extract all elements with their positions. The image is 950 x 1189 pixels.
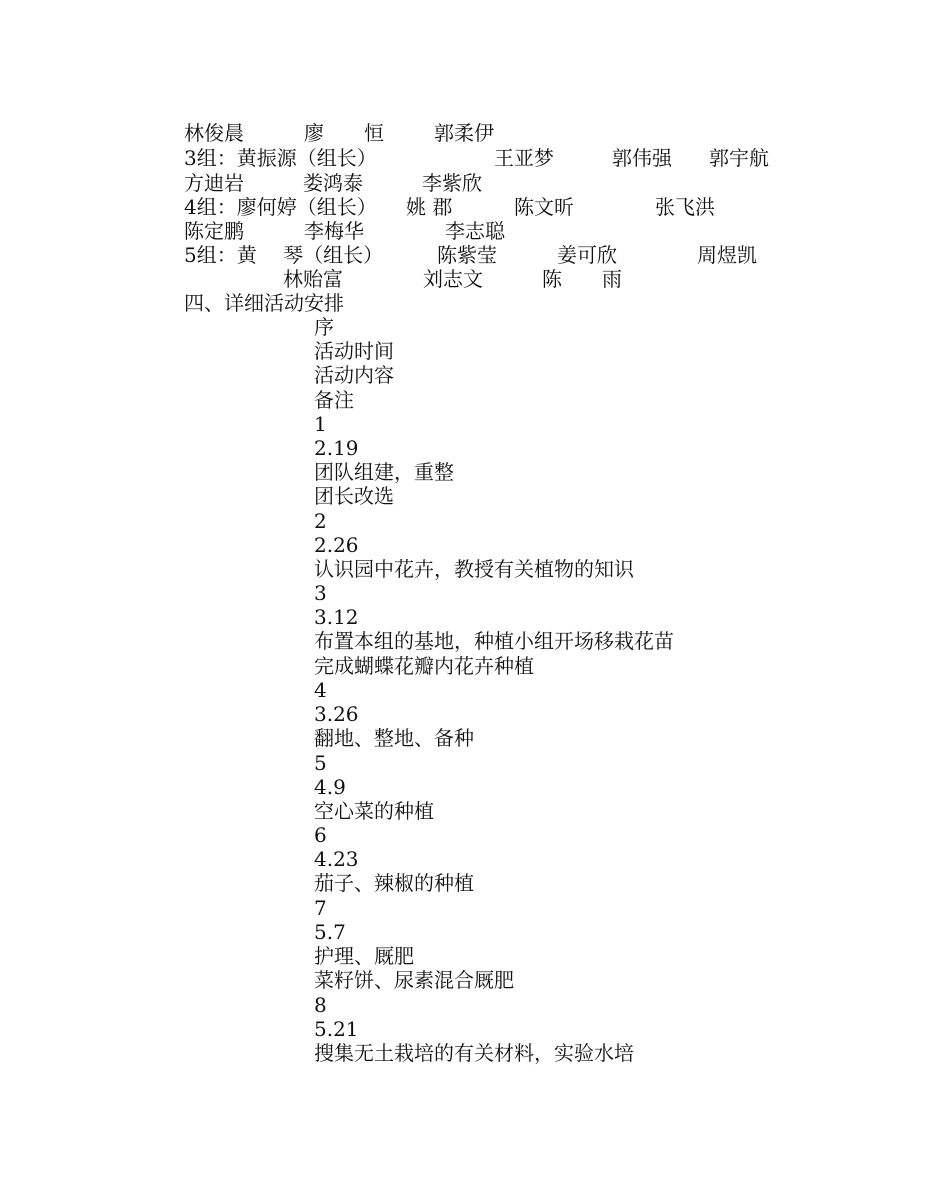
group-line — [0, 195, 950, 219]
row-content: 翻地、整地、备种 — [314, 726, 474, 750]
member-name: 陈定鹏 — [184, 219, 244, 243]
member-name: 姜可欣 — [557, 243, 617, 267]
member-name: 李紫欣 — [422, 171, 482, 195]
row-date: 3.12 — [314, 605, 359, 629]
row-date: 2.19 — [314, 436, 359, 460]
group-line — [0, 243, 950, 267]
group-line — [0, 146, 950, 170]
row-content: 认识园中花卉，教授有关植物的知识 — [314, 557, 634, 581]
member-name: 陈紫莹 — [437, 243, 497, 267]
group-leader: 5组：黄 琴（组长） — [184, 243, 384, 267]
row-number: 7 — [314, 896, 327, 920]
row-number: 3 — [314, 581, 327, 605]
member-line — [0, 267, 950, 291]
member-name: 娄鸿泰 — [303, 171, 363, 195]
row-date: 5.21 — [314, 1017, 359, 1041]
row-content: 团队组建，重整 — [314, 460, 454, 484]
row-number: 8 — [314, 993, 327, 1017]
row-note: 菜籽饼、尿素混合厩肥 — [314, 968, 514, 992]
member-name: 郭柔伊 — [434, 121, 494, 145]
row-number: 5 — [314, 751, 327, 775]
row-date: 4.9 — [314, 775, 346, 799]
row-content: 布置本组的基地，种植小组开场移栽花苗 — [314, 629, 674, 653]
member-line — [0, 219, 950, 243]
group-leader: 4组：廖何婷（组长） — [184, 195, 377, 219]
member-name: 周煜凯 — [697, 243, 757, 267]
member-name: 姚 郡 — [406, 195, 453, 219]
member-name: 张飞洪 — [655, 195, 715, 219]
row-number: 6 — [314, 823, 327, 847]
row-date: 2.26 — [314, 533, 359, 557]
row-content: 空心菜的种植 — [314, 799, 434, 823]
row-date: 3.26 — [314, 702, 359, 726]
member-name: 王亚梦 — [494, 146, 554, 170]
row-date: 5.7 — [314, 920, 346, 944]
row-content: 搜集无土栽培的有关材料，实验水培 — [314, 1041, 634, 1065]
member-name: 方迪岩 — [184, 171, 244, 195]
member-line — [0, 121, 950, 145]
table-header-time: 活动时间 — [314, 339, 394, 363]
member-name: 廖 恒 — [304, 121, 384, 145]
member-name: 林贻富 — [283, 267, 343, 291]
row-number: 4 — [314, 678, 327, 702]
member-name: 郭伟强 — [612, 146, 672, 170]
table-header-note: 备注 — [314, 388, 354, 412]
member-name: 郭宇航 — [709, 146, 769, 170]
member-name: 李志聪 — [445, 219, 505, 243]
table-header-no: 序 — [314, 315, 334, 339]
member-name: 李梅华 — [304, 219, 364, 243]
member-name: 刘志文 — [423, 267, 483, 291]
row-date: 4.23 — [314, 847, 359, 871]
row-number: 2 — [314, 509, 327, 533]
member-line — [0, 171, 950, 195]
group-leader: 3组：黄振源（组长） — [184, 146, 377, 170]
member-name: 林俊晨 — [184, 121, 244, 145]
table-header-content: 活动内容 — [314, 363, 394, 387]
row-note: 团长改选 — [314, 484, 394, 508]
member-name: 陈文昕 — [514, 195, 574, 219]
member-name: 陈 雨 — [542, 267, 622, 291]
section-title: 四、详细活动安排 — [184, 291, 344, 315]
row-content: 茄子、辣椒的种植 — [314, 871, 474, 895]
row-number: 1 — [314, 412, 327, 436]
row-note: 完成蝴蝶花瓣内花卉种植 — [314, 654, 534, 678]
row-content: 护理、厩肥 — [314, 944, 414, 968]
